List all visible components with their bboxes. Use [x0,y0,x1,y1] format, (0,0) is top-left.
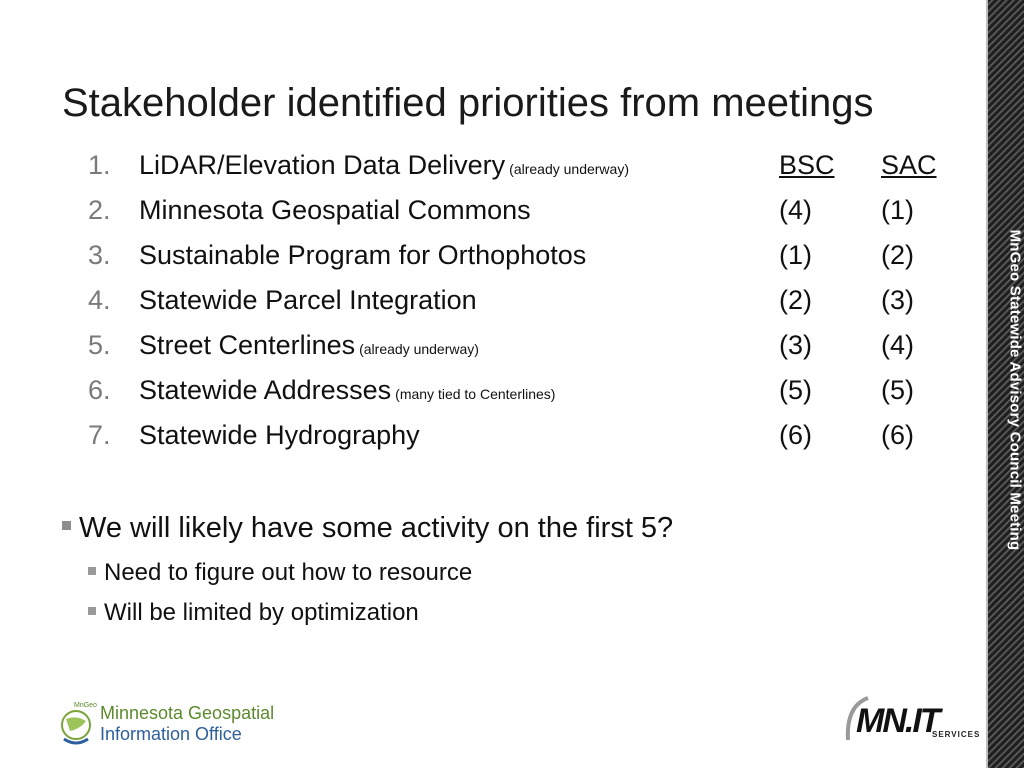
priority-label: Minnesota Geospatial Commons [139,195,531,225]
bsc-column-header: BSC [779,150,835,180]
sidebar-caption: MnGeo Statewide Advisory Council Meeting [1006,229,1024,551]
mngeo-logo [56,695,276,755]
mngeo-badge-text: MnGeo [74,702,97,709]
priority-note: (already underway) [359,341,479,357]
priority-number: 7. [88,420,111,450]
priority-note: (already underway) [509,161,629,177]
sac-rank: (6) [881,420,914,450]
bsc-rank: (1) [779,240,812,270]
bullet-square-icon [88,567,96,575]
priority-note: (many tied to Centerlines) [395,386,556,402]
priority-row [88,375,948,415]
priority-number: 4. [88,285,111,315]
sub-bullet: Will be limited by optimization [88,599,419,627]
mnit-logo [842,692,982,750]
bsc-rank: (3) [779,330,812,360]
priority-row [88,240,948,280]
logo-line-1: Minnesota Geospatial [100,703,275,723]
sac-rank: (5) [881,375,914,405]
priority-number: 3. [88,240,111,270]
sac-rank: (4) [881,330,914,360]
bullet-square-icon [88,607,96,615]
mnit-services-label: SERVICES [932,730,981,739]
sac-rank: (2) [881,240,914,270]
priority-label: Statewide Parcel Integration [139,285,477,315]
bsc-rank: (2) [779,285,812,315]
priority-number: 5. [88,330,111,360]
priority-row [88,150,948,190]
priority-label: LiDAR/Elevation Data Delivery (already underway) [139,150,629,180]
bsc-rank: (5) [779,375,812,405]
main-bullet: We will likely have some activity on the first 5? [62,512,673,545]
bullet-square-icon [62,521,71,530]
sac-column-header: SAC [881,150,937,180]
priority-label: Street Centerlines (already underway) [139,330,479,360]
sac-rank: (1) [881,195,914,225]
priority-row [88,420,948,460]
bsc-rank: (6) [779,420,812,450]
mngeo-globe-icon [56,695,100,753]
priority-label: Sustainable Program for Orthophotos [139,240,587,270]
sub-bullet: Need to figure out how to resource [88,559,472,587]
slide-title: Stakeholder identified priorities from meetings [62,81,874,125]
priority-row [88,285,948,325]
bsc-rank: (4) [779,195,812,225]
priority-number: 1. [88,150,111,180]
priority-label: Statewide Addresses (many tied to Centerlines) [139,375,556,405]
priority-label: Statewide Hydrography [139,420,420,450]
mnit-wordmark: MN.IT [856,702,939,740]
priority-number: 6. [88,375,111,405]
priority-row [88,195,948,235]
logo-line-2: Information Office [100,724,242,744]
priority-number: 2. [88,195,111,225]
priority-row [88,330,948,370]
sac-rank: (3) [881,285,914,315]
